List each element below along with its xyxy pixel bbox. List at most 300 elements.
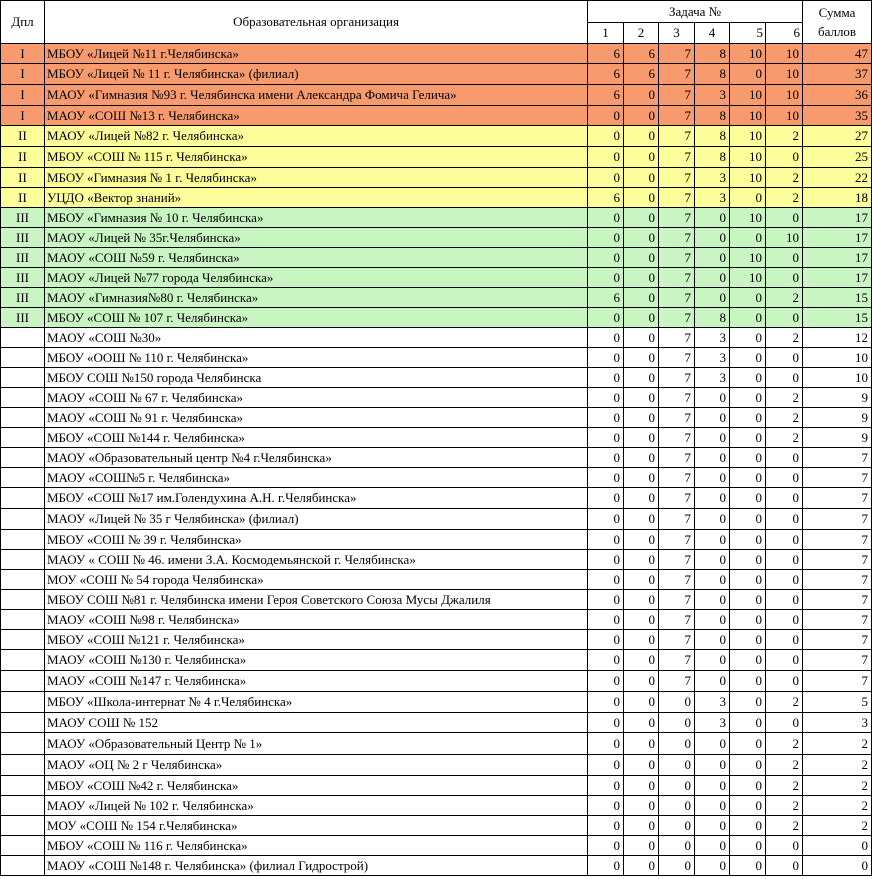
task-score-cell: 0 bbox=[730, 288, 766, 308]
task-score-cell: 0 bbox=[766, 610, 803, 630]
task-score-cell: 0 bbox=[588, 308, 624, 328]
task-score-cell: 0 bbox=[695, 856, 730, 876]
diploma-cell bbox=[1, 776, 45, 796]
total-score-cell: 15 bbox=[803, 308, 872, 328]
task-score-cell: 0 bbox=[588, 468, 624, 488]
diploma-cell: II bbox=[1, 126, 45, 147]
organization-cell: МБОУ «СОШ № 116 г. Челябинска» bbox=[45, 836, 588, 856]
table-row bbox=[1, 755, 872, 776]
organization-cell: МОУ «СОШ № 54 города Челябинска» bbox=[45, 570, 588, 590]
task-score-cell: 7 bbox=[659, 590, 695, 610]
task-score-cell: 0 bbox=[730, 368, 766, 388]
total-score-cell: 37 bbox=[803, 64, 872, 85]
task-score-cell: 2 bbox=[766, 288, 803, 308]
task-score-cell: 7 bbox=[659, 650, 695, 671]
table-row bbox=[1, 610, 872, 630]
task-score-cell: 0 bbox=[730, 530, 766, 550]
task-score-cell: 6 bbox=[588, 188, 624, 208]
diploma-cell bbox=[1, 733, 45, 755]
task-score-cell: 0 bbox=[730, 448, 766, 468]
organization-cell: МАОУ «Гимназия №93 г. Челябинска имени Александра Фомича Гелича» bbox=[45, 85, 588, 106]
task-score-cell: 0 bbox=[730, 64, 766, 85]
task-score-cell: 0 bbox=[624, 630, 659, 650]
task-score-cell: 0 bbox=[730, 671, 766, 692]
task-score-cell: 8 bbox=[695, 106, 730, 126]
organization-cell: МАОУ «СОШ№5 г. Челябинска» bbox=[45, 468, 588, 488]
task-score-cell: 0 bbox=[730, 610, 766, 630]
task-score-cell: 0 bbox=[695, 208, 730, 228]
diploma-cell bbox=[1, 713, 45, 733]
organization-cell: УЦДО «Вектор знаний» bbox=[45, 188, 588, 208]
organization-cell: МАОУ «СОШ № 91 г. Челябинска» bbox=[45, 408, 588, 428]
task-score-cell: 8 bbox=[695, 126, 730, 147]
task-score-cell: 0 bbox=[695, 630, 730, 650]
task-score-cell: 0 bbox=[695, 530, 730, 550]
task-score-cell: 0 bbox=[624, 288, 659, 308]
task-score-cell: 2 bbox=[766, 733, 803, 755]
task-score-cell: 7 bbox=[659, 448, 695, 468]
task-score-cell: 6 bbox=[588, 64, 624, 85]
task-score-cell: 8 bbox=[695, 64, 730, 85]
results-table-body bbox=[1, 1, 872, 876]
task-score-cell: 0 bbox=[588, 671, 624, 692]
task-score-cell: 0 bbox=[766, 650, 803, 671]
total-score-cell: 9 bbox=[803, 388, 872, 408]
task-score-cell: 7 bbox=[659, 308, 695, 328]
task-score-cell: 3 bbox=[695, 713, 730, 733]
diploma-cell bbox=[1, 530, 45, 550]
task-score-cell: 10 bbox=[766, 228, 803, 248]
diploma-cell: III bbox=[1, 248, 45, 268]
task-score-cell: 0 bbox=[588, 836, 624, 856]
task-score-cell: 0 bbox=[624, 408, 659, 428]
organization-cell: МБОУ «Школа-интернат № 4 г.Челябинска» bbox=[45, 692, 588, 713]
task-score-cell: 0 bbox=[695, 755, 730, 776]
task-score-cell: 7 bbox=[659, 570, 695, 590]
task-score-cell: 0 bbox=[624, 776, 659, 796]
diploma-cell bbox=[1, 348, 45, 368]
task-score-cell: 10 bbox=[766, 64, 803, 85]
table-row bbox=[1, 168, 872, 188]
total-score-cell: 7 bbox=[803, 530, 872, 550]
task-score-cell: 0 bbox=[766, 308, 803, 328]
total-score-cell: 7 bbox=[803, 570, 872, 590]
task-score-cell: 0 bbox=[588, 590, 624, 610]
task-score-cell: 0 bbox=[766, 147, 803, 168]
table-row bbox=[1, 468, 872, 488]
task-score-cell: 0 bbox=[766, 509, 803, 530]
task-score-cell: 0 bbox=[588, 348, 624, 368]
total-score-cell: 2 bbox=[803, 776, 872, 796]
table-row bbox=[1, 488, 872, 509]
diploma-cell bbox=[1, 488, 45, 509]
diploma-cell: I bbox=[1, 64, 45, 85]
table-row bbox=[1, 388, 872, 408]
task-score-cell: 7 bbox=[659, 85, 695, 106]
task-score-cell: 0 bbox=[730, 650, 766, 671]
task-score-cell: 0 bbox=[766, 488, 803, 509]
task-score-cell: 0 bbox=[766, 630, 803, 650]
task-score-cell: 7 bbox=[659, 388, 695, 408]
task-score-cell: 0 bbox=[624, 126, 659, 147]
task-score-cell: 0 bbox=[730, 570, 766, 590]
table-row bbox=[1, 570, 872, 590]
task-score-cell: 0 bbox=[730, 836, 766, 856]
task-score-cell: 7 bbox=[659, 147, 695, 168]
task-score-cell: 7 bbox=[659, 328, 695, 348]
task-score-cell: 8 bbox=[695, 308, 730, 328]
task-score-cell: 2 bbox=[766, 755, 803, 776]
total-score-cell: 2 bbox=[803, 733, 872, 755]
task-score-cell: 0 bbox=[588, 650, 624, 671]
task-score-cell: 0 bbox=[588, 630, 624, 650]
task-score-cell: 0 bbox=[588, 328, 624, 348]
task-score-cell: 0 bbox=[624, 85, 659, 106]
task-score-cell: 10 bbox=[730, 268, 766, 288]
task-score-cell: 0 bbox=[624, 328, 659, 348]
task-score-cell: 6 bbox=[588, 44, 624, 64]
task-score-cell: 0 bbox=[588, 733, 624, 755]
organization-cell: МБОУ «СОШ №17 им.Голендухина А.Н. г.Челябинска» bbox=[45, 488, 588, 509]
task-score-cell: 0 bbox=[624, 590, 659, 610]
task-score-cell: 2 bbox=[766, 188, 803, 208]
task-score-cell: 0 bbox=[624, 836, 659, 856]
task-score-cell: 0 bbox=[588, 570, 624, 590]
task-score-cell: 0 bbox=[659, 776, 695, 796]
task-score-cell: 0 bbox=[588, 816, 624, 836]
organization-cell: МБОУ «СОШ № 39 г. Челябинска» bbox=[45, 530, 588, 550]
task-score-cell: 0 bbox=[624, 368, 659, 388]
organization-cell: МБОУ СОШ №150 города Челябинска bbox=[45, 368, 588, 388]
task-score-cell: 10 bbox=[730, 248, 766, 268]
total-score-cell: 27 bbox=[803, 126, 872, 147]
total-score-cell: 22 bbox=[803, 168, 872, 188]
table-row bbox=[1, 44, 872, 64]
table-row bbox=[1, 448, 872, 468]
task-score-cell: 0 bbox=[695, 816, 730, 836]
task-score-cell: 0 bbox=[624, 228, 659, 248]
task-score-cell: 0 bbox=[624, 610, 659, 630]
task-score-cell: 0 bbox=[624, 570, 659, 590]
organization-cell: МБОУ «СОШ №144 г. Челябинска» bbox=[45, 428, 588, 448]
table-row bbox=[1, 428, 872, 448]
table-row bbox=[1, 268, 872, 288]
task-score-cell: 0 bbox=[624, 147, 659, 168]
task-score-cell: 6 bbox=[624, 64, 659, 85]
task-score-cell: 0 bbox=[588, 448, 624, 468]
task-score-cell: 7 bbox=[659, 610, 695, 630]
diploma-cell bbox=[1, 610, 45, 630]
task-score-cell: 7 bbox=[659, 509, 695, 530]
total-score-cell: 0 bbox=[803, 836, 872, 856]
diploma-cell bbox=[1, 590, 45, 610]
task-score-cell: 0 bbox=[766, 570, 803, 590]
task-score-cell: 0 bbox=[588, 530, 624, 550]
diploma-cell: I bbox=[1, 44, 45, 64]
task-score-cell: 0 bbox=[624, 168, 659, 188]
organization-cell: МАОУ «СОШ №30» bbox=[45, 328, 588, 348]
task-score-cell: 0 bbox=[588, 388, 624, 408]
task-score-cell: 0 bbox=[624, 248, 659, 268]
task-score-cell: 0 bbox=[624, 550, 659, 570]
diploma-cell: III bbox=[1, 268, 45, 288]
organization-cell: МБОУ «СОШ №121 г. Челябинска» bbox=[45, 630, 588, 650]
organization-cell: МАОУ «СОШ №148 г. Челябинска» (филиал Гидрострой) bbox=[45, 856, 588, 876]
task-score-cell: 0 bbox=[588, 147, 624, 168]
task-score-cell: 3 bbox=[695, 368, 730, 388]
task-score-cell: 7 bbox=[659, 530, 695, 550]
task-score-cell: 0 bbox=[624, 428, 659, 448]
task-score-cell: 0 bbox=[588, 228, 624, 248]
task-score-cell: 7 bbox=[659, 428, 695, 448]
diploma-cell bbox=[1, 796, 45, 816]
task-score-cell: 6 bbox=[588, 288, 624, 308]
table-row bbox=[1, 106, 872, 126]
task-score-cell: 3 bbox=[695, 348, 730, 368]
task-score-cell: 2 bbox=[766, 776, 803, 796]
task-score-cell: 0 bbox=[588, 408, 624, 428]
task-score-cell: 0 bbox=[695, 448, 730, 468]
task-score-cell: 7 bbox=[659, 64, 695, 85]
diploma-cell bbox=[1, 570, 45, 590]
task-score-cell: 0 bbox=[624, 448, 659, 468]
task-score-cell: 0 bbox=[766, 671, 803, 692]
task-score-cell: 7 bbox=[659, 488, 695, 509]
task-score-cell: 7 bbox=[659, 468, 695, 488]
organization-cell: МАОУ «Гимназия№80 г. Челябинска» bbox=[45, 288, 588, 308]
task-score-cell: 0 bbox=[624, 856, 659, 876]
total-score-cell: 2 bbox=[803, 796, 872, 816]
organization-cell: МБОУ «СОШ № 107 г. Челябинска» bbox=[45, 308, 588, 328]
task-score-cell: 7 bbox=[659, 348, 695, 368]
task-score-cell: 0 bbox=[588, 488, 624, 509]
organization-cell: МАОУ «СОШ № 67 г. Челябинска» bbox=[45, 388, 588, 408]
task-score-cell: 0 bbox=[588, 208, 624, 228]
task-score-cell: 7 bbox=[659, 630, 695, 650]
diploma-cell: II bbox=[1, 188, 45, 208]
task-score-cell: 10 bbox=[730, 147, 766, 168]
diploma-cell bbox=[1, 856, 45, 876]
task-score-cell: 0 bbox=[624, 796, 659, 816]
task-score-cell: 0 bbox=[695, 550, 730, 570]
header-dpl: Дпл bbox=[1, 1, 45, 44]
task-score-cell: 0 bbox=[766, 550, 803, 570]
diploma-cell: I bbox=[1, 106, 45, 126]
total-score-cell: 2 bbox=[803, 816, 872, 836]
task-score-cell: 2 bbox=[766, 328, 803, 348]
task-score-cell: 0 bbox=[695, 388, 730, 408]
table-row bbox=[1, 856, 872, 876]
task-score-cell: 0 bbox=[695, 650, 730, 671]
table-row bbox=[1, 228, 872, 248]
task-score-cell: 0 bbox=[766, 248, 803, 268]
header-task-number: 4 bbox=[695, 23, 730, 44]
task-score-cell: 0 bbox=[659, 755, 695, 776]
diploma-cell: I bbox=[1, 85, 45, 106]
diploma-cell bbox=[1, 428, 45, 448]
task-score-cell: 2 bbox=[766, 408, 803, 428]
header-row-1 bbox=[1, 1, 872, 23]
task-score-cell: 0 bbox=[730, 733, 766, 755]
task-score-cell: 0 bbox=[695, 428, 730, 448]
diploma-cell: III bbox=[1, 228, 45, 248]
diploma-cell bbox=[1, 755, 45, 776]
task-score-cell: 7 bbox=[659, 228, 695, 248]
organization-cell: МБОУ «Гимназия № 10 г. Челябинска» bbox=[45, 208, 588, 228]
task-score-cell: 0 bbox=[695, 590, 730, 610]
task-score-cell: 0 bbox=[695, 733, 730, 755]
total-score-cell: 7 bbox=[803, 610, 872, 630]
organization-cell: МАОУ «Образовательный центр №4 г.Челябинска» bbox=[45, 448, 588, 468]
diploma-cell bbox=[1, 388, 45, 408]
table-row bbox=[1, 550, 872, 570]
organization-cell: МБОУ «ООШ № 110 г. Челябинска» bbox=[45, 348, 588, 368]
task-score-cell: 8 bbox=[695, 44, 730, 64]
diploma-cell bbox=[1, 509, 45, 530]
task-score-cell: 7 bbox=[659, 106, 695, 126]
task-score-cell: 0 bbox=[659, 713, 695, 733]
total-score-cell: 7 bbox=[803, 448, 872, 468]
organization-cell: МАОУ «СОШ №13 г. Челябинска» bbox=[45, 106, 588, 126]
task-score-cell: 0 bbox=[766, 268, 803, 288]
task-score-cell: 7 bbox=[659, 288, 695, 308]
task-score-cell: 0 bbox=[624, 188, 659, 208]
task-score-cell: 0 bbox=[730, 468, 766, 488]
diploma-cell bbox=[1, 408, 45, 428]
task-score-cell: 0 bbox=[730, 188, 766, 208]
table-row bbox=[1, 64, 872, 85]
diploma-cell: II bbox=[1, 168, 45, 188]
task-score-cell: 7 bbox=[659, 126, 695, 147]
diploma-cell bbox=[1, 650, 45, 671]
organization-cell: МАОУ «СОШ №98 г. Челябинска» bbox=[45, 610, 588, 630]
header-task-number: 1 bbox=[588, 23, 624, 44]
task-score-cell: 0 bbox=[766, 468, 803, 488]
total-score-cell: 17 bbox=[803, 248, 872, 268]
header-tasks: Задача № bbox=[588, 1, 803, 23]
diploma-cell bbox=[1, 630, 45, 650]
task-score-cell: 0 bbox=[695, 228, 730, 248]
diploma-cell bbox=[1, 468, 45, 488]
task-score-cell: 0 bbox=[588, 776, 624, 796]
task-score-cell: 0 bbox=[588, 550, 624, 570]
task-score-cell: 2 bbox=[766, 168, 803, 188]
task-score-cell: 7 bbox=[659, 248, 695, 268]
table-row bbox=[1, 328, 872, 348]
task-score-cell: 0 bbox=[588, 713, 624, 733]
task-score-cell: 0 bbox=[624, 308, 659, 328]
diploma-cell bbox=[1, 836, 45, 856]
total-score-cell: 25 bbox=[803, 147, 872, 168]
task-score-cell: 3 bbox=[695, 85, 730, 106]
task-score-cell: 0 bbox=[766, 530, 803, 550]
task-score-cell: 0 bbox=[624, 106, 659, 126]
task-score-cell: 0 bbox=[730, 796, 766, 816]
task-score-cell: 2 bbox=[766, 692, 803, 713]
task-score-cell: 2 bbox=[766, 796, 803, 816]
organization-cell: МАОУ «Образовательный Центр № 1» bbox=[45, 733, 588, 755]
total-score-cell: 9 bbox=[803, 428, 872, 448]
total-score-cell: 7 bbox=[803, 590, 872, 610]
task-score-cell: 10 bbox=[730, 85, 766, 106]
diploma-cell bbox=[1, 448, 45, 468]
task-score-cell: 0 bbox=[588, 126, 624, 147]
task-score-cell: 0 bbox=[695, 570, 730, 590]
total-score-cell: 17 bbox=[803, 208, 872, 228]
task-score-cell: 0 bbox=[624, 268, 659, 288]
task-score-cell: 0 bbox=[624, 650, 659, 671]
task-score-cell: 0 bbox=[730, 228, 766, 248]
task-score-cell: 0 bbox=[766, 448, 803, 468]
task-score-cell: 0 bbox=[766, 836, 803, 856]
task-score-cell: 0 bbox=[730, 488, 766, 509]
table-row bbox=[1, 308, 872, 328]
total-score-cell: 47 bbox=[803, 44, 872, 64]
total-score-cell: 17 bbox=[803, 228, 872, 248]
total-score-cell: 7 bbox=[803, 630, 872, 650]
task-score-cell: 10 bbox=[766, 106, 803, 126]
task-score-cell: 0 bbox=[624, 208, 659, 228]
task-score-cell: 0 bbox=[624, 488, 659, 509]
diploma-cell bbox=[1, 816, 45, 836]
task-score-cell: 0 bbox=[730, 856, 766, 876]
task-score-cell: 0 bbox=[624, 468, 659, 488]
task-score-cell: 0 bbox=[588, 509, 624, 530]
table-row bbox=[1, 733, 872, 755]
organization-cell: МАОУ «Лицей № 102 г. Челябинска» bbox=[45, 796, 588, 816]
task-score-cell: 7 bbox=[659, 268, 695, 288]
task-score-cell: 0 bbox=[730, 408, 766, 428]
task-score-cell: 7 bbox=[659, 671, 695, 692]
task-score-cell: 0 bbox=[766, 856, 803, 876]
table-row bbox=[1, 368, 872, 388]
task-score-cell: 0 bbox=[730, 308, 766, 328]
task-score-cell: 0 bbox=[588, 428, 624, 448]
diploma-cell: III bbox=[1, 208, 45, 228]
total-score-cell: 9 bbox=[803, 408, 872, 428]
task-score-cell: 0 bbox=[588, 692, 624, 713]
organization-cell: МОУ «СОШ № 154 г.Челябинска» bbox=[45, 816, 588, 836]
diploma-cell bbox=[1, 368, 45, 388]
task-score-cell: 6 bbox=[588, 85, 624, 106]
task-score-cell: 0 bbox=[624, 816, 659, 836]
total-score-cell: 17 bbox=[803, 268, 872, 288]
task-score-cell: 10 bbox=[766, 44, 803, 64]
task-score-cell: 3 bbox=[695, 692, 730, 713]
total-score-cell: 7 bbox=[803, 671, 872, 692]
task-score-cell: 0 bbox=[766, 590, 803, 610]
task-score-cell: 0 bbox=[659, 856, 695, 876]
task-score-cell: 0 bbox=[730, 348, 766, 368]
task-score-cell: 0 bbox=[695, 776, 730, 796]
task-score-cell: 0 bbox=[695, 488, 730, 509]
task-score-cell: 7 bbox=[659, 368, 695, 388]
task-score-cell: 0 bbox=[659, 816, 695, 836]
task-score-cell: 0 bbox=[588, 168, 624, 188]
diploma-cell: III bbox=[1, 308, 45, 328]
organization-cell: МАОУ СОШ № 152 bbox=[45, 713, 588, 733]
task-score-cell: 0 bbox=[624, 509, 659, 530]
task-score-cell: 0 bbox=[730, 692, 766, 713]
task-score-cell: 0 bbox=[659, 733, 695, 755]
task-score-cell: 0 bbox=[730, 509, 766, 530]
table-row bbox=[1, 713, 872, 733]
table-row bbox=[1, 248, 872, 268]
organization-cell: МАОУ «Лицей № 35г.Челябинска» bbox=[45, 228, 588, 248]
total-score-cell: 12 bbox=[803, 328, 872, 348]
table-row bbox=[1, 126, 872, 147]
task-score-cell: 10 bbox=[730, 106, 766, 126]
